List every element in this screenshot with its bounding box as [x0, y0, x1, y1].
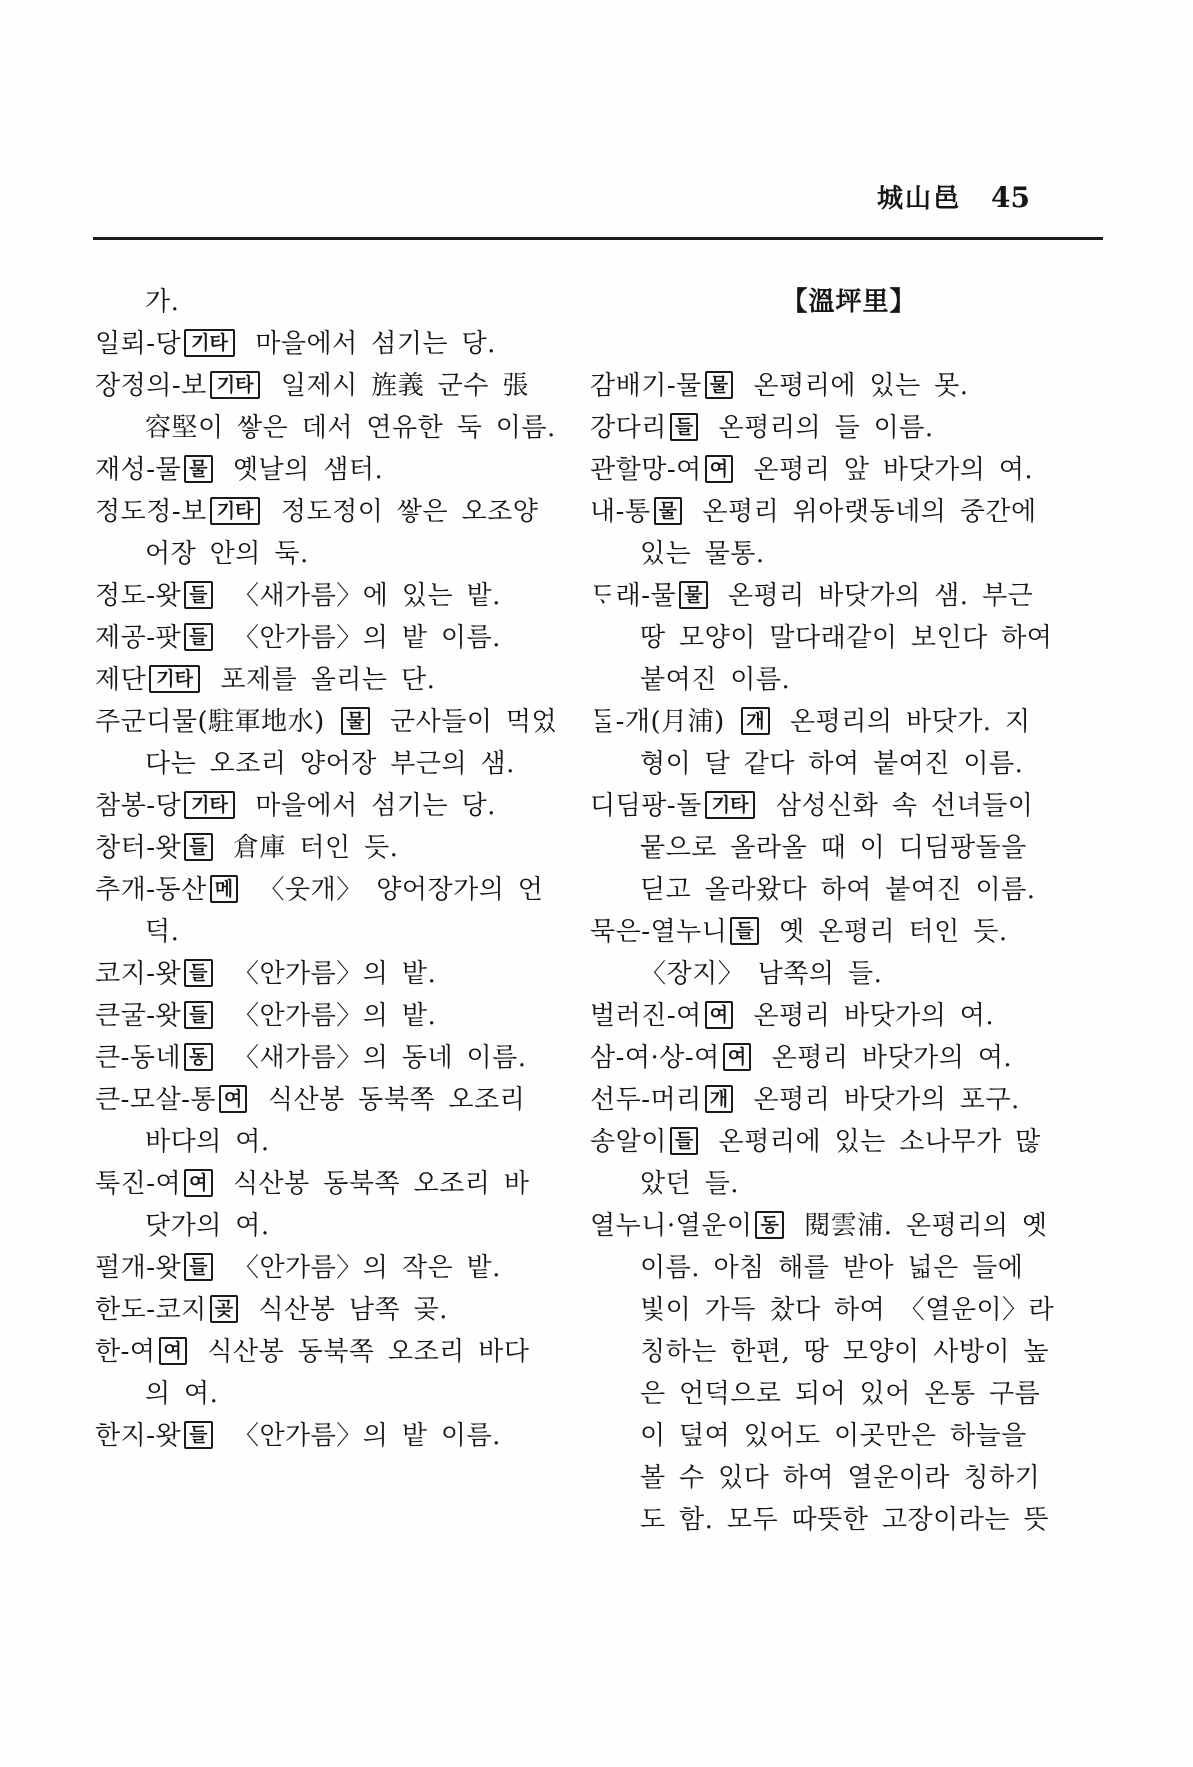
entry-text: 한도-코지	[95, 1295, 207, 1325]
two-column-body	[95, 281, 1108, 1541]
category-box: 들	[184, 581, 212, 609]
entry-text: 볼 수 있다 하여 열운이라 칭하기	[640, 1463, 1041, 1493]
entry-text: 았던 들.	[640, 1169, 740, 1199]
entry-line	[95, 449, 540, 491]
place-entry	[590, 365, 1108, 407]
left-column	[95, 281, 558, 1541]
entry-line	[95, 995, 540, 1037]
entry-line	[95, 953, 540, 995]
place-entry	[95, 1289, 540, 1331]
entry-text: ᄃᆞ래-물	[590, 581, 677, 611]
entry-text: 倉庫 터인 듯.	[219, 833, 399, 863]
entry-line	[95, 491, 540, 533]
entry-line	[590, 1331, 1108, 1373]
place-entry	[95, 1037, 540, 1079]
entry-text: 삼-여·상-여	[590, 1043, 720, 1073]
place-entry	[95, 869, 544, 953]
entry-text: 빛이 가득 찼다 하여 〈열운이〉라	[640, 1295, 1055, 1325]
category-box: 기타	[210, 371, 261, 399]
category-box: 개	[741, 707, 769, 735]
entry-line	[95, 1079, 540, 1121]
entry-line	[95, 1373, 540, 1415]
category-box: 여	[219, 1085, 247, 1113]
entry-text: 참봉-당	[95, 791, 182, 821]
entry-line	[590, 659, 1108, 701]
category-box: 동	[184, 1043, 212, 1071]
entry-line	[590, 869, 1108, 911]
entry-line	[95, 659, 540, 701]
entry-text: 창터-왓	[95, 833, 182, 863]
place-entry	[590, 407, 1108, 449]
header-rule	[93, 237, 1103, 240]
entry-text: 온평리 앞 바닷가의 여.	[740, 455, 1034, 485]
category-box: 들	[730, 917, 758, 945]
entry-text: 다는 오조리 양어장 부근의 샘.	[145, 749, 515, 779]
entry-text: 〈새가름〉에 있는 밭.	[219, 581, 501, 611]
entry-text: 벌러진-여	[590, 1001, 702, 1031]
place-entry	[95, 323, 540, 365]
place-entry	[95, 365, 556, 449]
entry-text: 바다의 여.	[145, 1127, 270, 1157]
entry-text: 〈장지〉 남쪽의 들.	[640, 959, 883, 989]
entry-line	[590, 743, 1108, 785]
entry-line	[590, 1457, 1108, 1499]
category-box: 기타	[705, 791, 756, 819]
entry-text: 추개-동산	[95, 875, 207, 905]
entry-text: 정도정이 쌓은 오조양	[267, 497, 539, 527]
entry-text: 뭍으로 올라올 때 이 디딤팡돌을	[640, 833, 1027, 863]
entry-text: 容堅이 쌓은 데서 연유한 둑 이름.	[145, 413, 556, 443]
category-box: 들	[184, 623, 212, 651]
entry-line	[95, 365, 540, 407]
entry-text: 군사들이 먹었	[376, 707, 558, 737]
entry-text: 닷가의 여.	[145, 1211, 270, 1241]
entry-line	[590, 1247, 1108, 1289]
entry-text: 의 여.	[145, 1379, 219, 1409]
entry-text: 형이 달 같다 하여 붙여진 이름.	[640, 749, 1024, 779]
entry-text: 식산봉 동북쪽 오조리	[254, 1085, 526, 1115]
entry-text: 딛고 올라왔다 하여 붙여진 이름.	[640, 875, 1036, 905]
entry-text: 가.	[145, 287, 180, 317]
entry-line	[95, 1163, 540, 1205]
entry-line	[590, 533, 1108, 575]
entry-line	[95, 1205, 540, 1247]
entry-text: 이 덮여 있어도 이곳만은 하늘을	[640, 1421, 1027, 1451]
entry-line	[590, 575, 1108, 617]
place-entry	[95, 995, 540, 1037]
entry-text: 어장 안의 둑.	[145, 539, 309, 569]
entry-text: 도 함. 모두 따뜻한 고장이라는 뜻	[640, 1505, 1049, 1535]
entry-text: 온평리 바닷가의 샘. 부근	[714, 581, 1034, 611]
entry-line	[95, 785, 540, 827]
entry-text: 삼성신화 속 선녀들이	[762, 791, 1034, 821]
category-box: 물	[184, 455, 212, 483]
entry-text: 마을에서 섬기는 당.	[241, 791, 496, 821]
entry-text: 붙여진 이름.	[640, 665, 791, 695]
right-column	[590, 281, 1108, 1541]
entry-text: 선두-머리	[590, 1085, 702, 1115]
entry-line	[95, 701, 558, 743]
page-number: 45	[991, 181, 1030, 214]
place-entry	[590, 701, 1108, 785]
entry-text: 펄개-왓	[95, 1253, 182, 1283]
entry-line	[95, 617, 540, 659]
entry-text: 식산봉 동북쪽 오조리 바다	[193, 1337, 530, 1367]
place-entry	[95, 575, 540, 617]
place-entry	[95, 785, 540, 827]
entry-text: 은 언덕으로 되어 있어 온통 구름	[640, 1379, 1041, 1409]
entry-text: 〈안가름〉의 밭 이름.	[219, 623, 501, 653]
entry-line	[95, 827, 540, 869]
place-entry	[95, 1247, 540, 1289]
place-entry	[95, 281, 540, 323]
category-box: 들	[184, 833, 212, 861]
entry-text: 온평리의 바닷가. 지	[776, 707, 1031, 737]
place-entry	[590, 1037, 1108, 1079]
entry-text: 큰-동네	[95, 1043, 182, 1073]
entry-line	[590, 1289, 1108, 1331]
entry-text: 식산봉 남쪽 곶.	[245, 1295, 448, 1325]
category-box: 동	[755, 1211, 783, 1239]
place-entry	[95, 491, 540, 575]
entry-line	[590, 407, 1108, 449]
entry-line	[95, 911, 540, 953]
entry-line	[95, 533, 540, 575]
entry-line	[95, 1121, 540, 1163]
place-entry	[95, 617, 540, 659]
place-entry	[590, 449, 1108, 491]
entry-line	[590, 785, 1108, 827]
entry-text: 코지-왓	[95, 959, 182, 989]
category-box: 물	[679, 581, 707, 609]
entry-line	[95, 869, 544, 911]
entry-line	[95, 1037, 540, 1079]
entry-line	[95, 575, 540, 617]
entry-text: 일뢰-당	[95, 329, 182, 359]
entry-line	[590, 911, 1108, 953]
category-box: 들	[184, 1001, 212, 1029]
place-entry	[590, 995, 1108, 1037]
place-entry	[95, 1331, 540, 1415]
entry-text: 온평리에 있는 소나무가 많	[705, 1127, 1041, 1157]
category-box: 들	[184, 959, 212, 987]
entry-line	[590, 449, 1108, 491]
place-entry	[590, 1121, 1108, 1205]
entry-line	[590, 1163, 1108, 1205]
entry-text: 포제를 올리는 단.	[206, 665, 436, 695]
entry-text: 제단	[95, 665, 147, 695]
category-box: 들	[670, 413, 698, 441]
place-entry	[95, 1415, 540, 1457]
entry-text: 덕.	[145, 917, 180, 947]
entry-text: 한지-왓	[95, 1421, 182, 1451]
category-box: 기타	[149, 665, 200, 693]
entry-text: 큰-모살-통	[95, 1085, 217, 1115]
village-section-header: 【溫坪里】	[781, 287, 917, 317]
entry-text: 칭하는 한편, 땅 모양이 사방이 높	[640, 1337, 1049, 1367]
entry-text: 마을에서 섬기는 당.	[241, 329, 496, 359]
entry-line	[590, 1121, 1108, 1163]
entry-line	[590, 1373, 1108, 1415]
entry-text: 주군디물(駐軍地水)	[95, 707, 339, 737]
entry-line	[95, 1289, 540, 1331]
entry-line	[590, 617, 1108, 659]
entry-text: 식산봉 동북쪽 오조리 바	[219, 1169, 530, 1199]
entry-text: 송알이	[590, 1127, 667, 1157]
entry-text: 디딤팡-돌	[590, 791, 702, 821]
category-box: 기타	[210, 497, 261, 525]
place-entry	[590, 491, 1108, 575]
entry-text: 온평리의 들 이름.	[705, 413, 934, 443]
entry-text: 옛 온평리 터인 듯.	[765, 917, 1008, 947]
entry-text: 한-여	[95, 1337, 156, 1367]
entry-text: 온평리 바닷가의 여.	[740, 1001, 995, 1031]
place-entry	[95, 659, 540, 701]
place-entry	[590, 1205, 1108, 1541]
category-box: 물	[341, 707, 369, 735]
entry-line	[95, 281, 540, 323]
page-header	[877, 178, 1030, 215]
category-box: 여	[723, 1043, 751, 1071]
place-entry	[590, 575, 1108, 701]
entry-text: 관할망-여	[590, 455, 702, 485]
category-box: 들	[670, 1127, 698, 1155]
entry-line	[95, 1415, 540, 1457]
entry-line	[95, 1247, 540, 1289]
entry-line	[590, 701, 1108, 743]
entry-line	[95, 1331, 540, 1373]
right-column-entries	[590, 365, 1108, 1541]
entry-text: 묵은-열누니	[590, 917, 728, 947]
entry-line	[590, 365, 1108, 407]
entry-text: 열누니·열운이	[590, 1211, 753, 1241]
entry-text: 온평리 바닷가의 포구.	[740, 1085, 1020, 1115]
entry-text: 있는 물통.	[640, 539, 765, 569]
entry-line	[590, 491, 1108, 533]
entry-text: 〈웃개〉 양어장가의 언	[245, 875, 544, 905]
entry-text: 온평리에 있는 못.	[740, 371, 969, 401]
entry-text: 재성-물	[95, 455, 182, 485]
entry-text: 툭진-여	[95, 1169, 182, 1199]
entry-text: 땅 모양이 말다래같이 보인다 하여	[640, 623, 1053, 653]
entry-text: 〈안가름〉의 밭.	[219, 1001, 437, 1031]
entry-line	[590, 1037, 1108, 1079]
category-box: 기타	[184, 329, 235, 357]
entry-text: 내-통	[590, 497, 651, 527]
entry-text: ᄃᆞᆯ-개(月浦)	[590, 707, 739, 737]
entry-text: 옛날의 샘터.	[219, 455, 384, 485]
category-box: 기타	[184, 791, 235, 819]
category-box: 여	[705, 1001, 733, 1029]
place-entry	[95, 827, 540, 869]
entry-text: 온평리 바닷가의 여.	[758, 1043, 1013, 1073]
entry-line	[590, 1415, 1108, 1457]
entry-text: 정도정-보	[95, 497, 207, 527]
entry-line	[590, 995, 1108, 1037]
entry-line	[590, 1079, 1108, 1121]
entry-line	[590, 1499, 1108, 1541]
category-box: 여	[705, 455, 733, 483]
entry-text: 강다리	[590, 413, 667, 443]
category-box: 물	[654, 497, 682, 525]
category-box: 물	[705, 371, 733, 399]
place-entry	[95, 953, 540, 995]
entry-text: 일제시 旌義 군수 張	[267, 371, 529, 401]
entry-text: 정도-왓	[95, 581, 182, 611]
place-entry	[590, 911, 1108, 995]
entry-text: 閱雲浦. 온평리의 옛	[790, 1211, 1048, 1241]
place-entry	[95, 449, 540, 491]
entry-text: 〈안가름〉의 작은 밭.	[219, 1253, 501, 1283]
category-box: 여	[159, 1337, 187, 1365]
entry-text: 〈안가름〉의 밭.	[219, 959, 437, 989]
place-entry	[590, 785, 1108, 911]
entry-text: 감배기-물	[590, 371, 702, 401]
entry-text: 장정의-보	[95, 371, 207, 401]
entry-line	[590, 827, 1108, 869]
entry-text: 제공-팟	[95, 623, 182, 653]
place-entry	[95, 1079, 540, 1163]
entry-text: 〈새가름〉의 동네 이름.	[219, 1043, 527, 1073]
category-box: 여	[184, 1169, 212, 1197]
category-box: 개	[705, 1085, 733, 1113]
category-box: 들	[184, 1421, 212, 1449]
place-entry	[95, 1163, 540, 1247]
entry-line	[590, 953, 1108, 995]
entry-line	[95, 743, 540, 785]
entry-text: 온평리 위아랫동네의 중간에	[688, 497, 1037, 527]
entry-text: 큰굴-왓	[95, 1001, 182, 1031]
entry-text: 〈안가름〉의 밭 이름.	[219, 1421, 501, 1451]
category-box: 들	[184, 1253, 212, 1281]
entry-line	[95, 407, 556, 449]
place-entry	[95, 701, 558, 785]
entry-line	[95, 323, 540, 365]
place-entry	[590, 1079, 1108, 1121]
category-box: 곶	[210, 1295, 238, 1323]
category-box: 메	[210, 875, 238, 903]
running-head-title: 城山邑	[877, 184, 962, 214]
entry-text: 이름. 아침 해를 받아 넓은 들에	[640, 1253, 1024, 1283]
entry-line	[590, 1205, 1108, 1247]
